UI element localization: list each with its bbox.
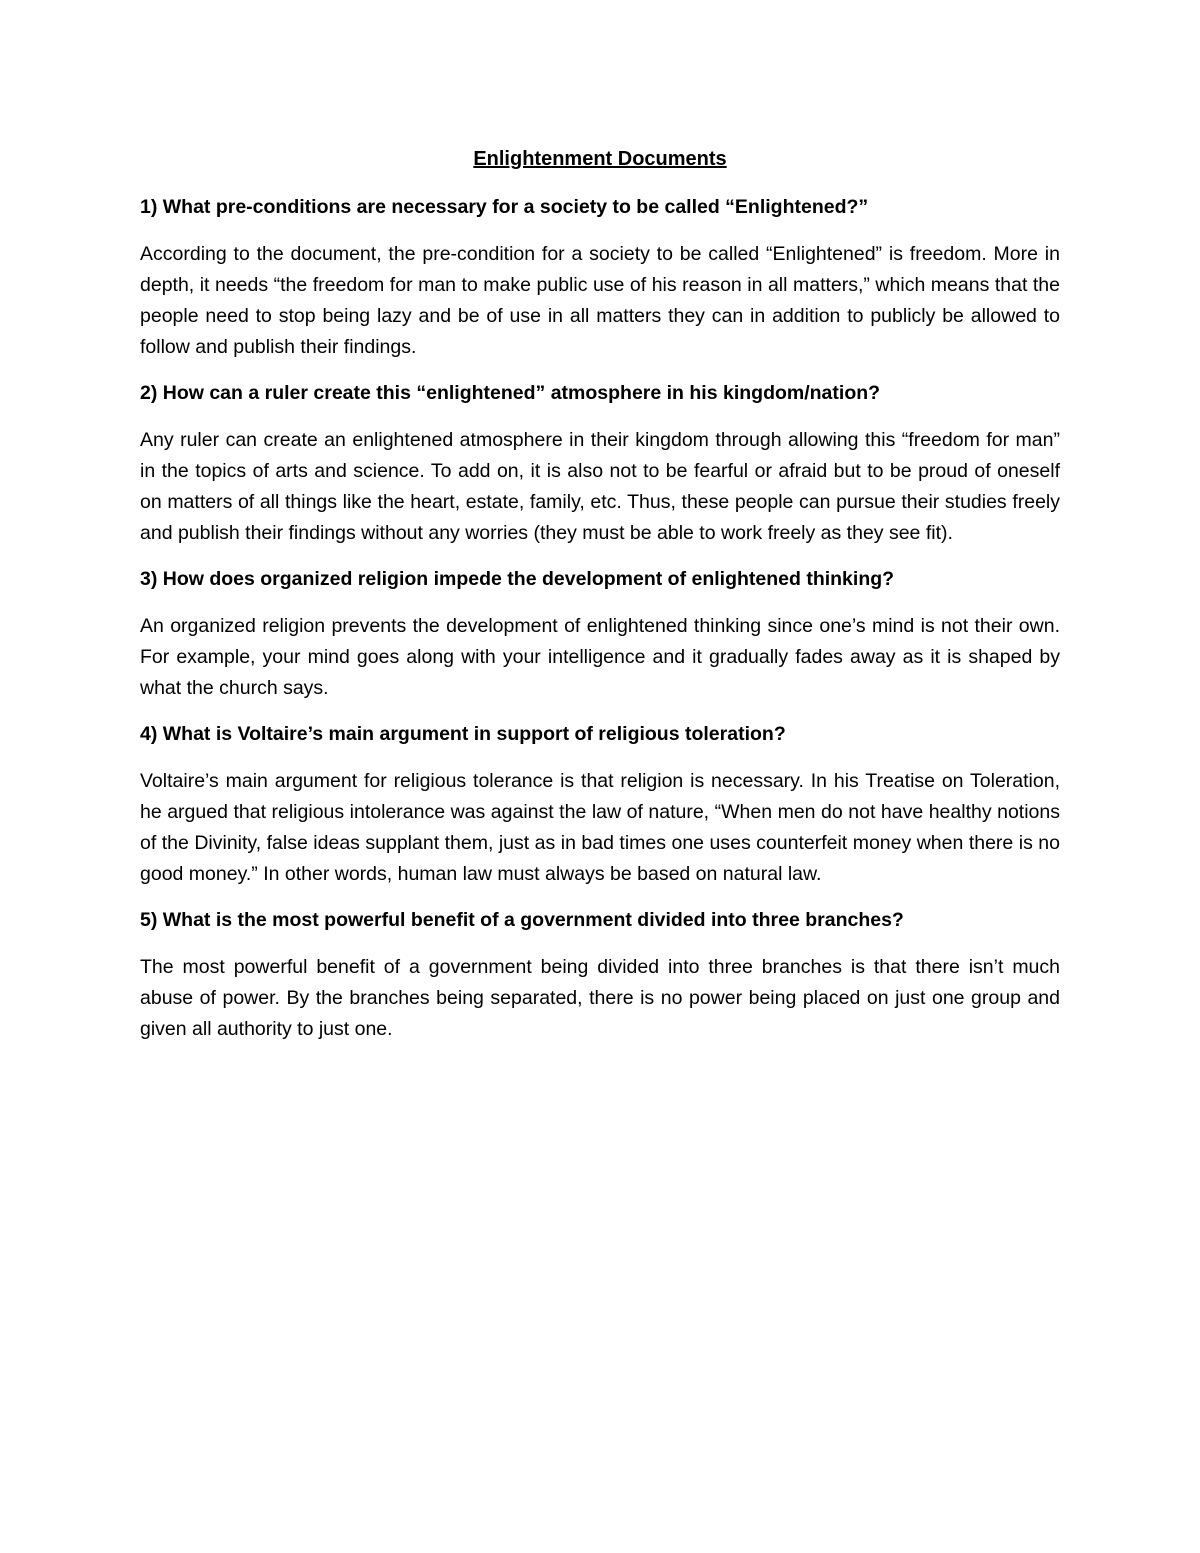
answer-1: According to the document, the pre-condition for a society to be called “Enlightened” is freedom. More in depth, it needs “the freedom for man to make public use of his reason in all matters,” which means that the people need to stop being lazy and be of use in all matters they can in addition to publicly be allowed to follow and publish their findings. [140,243,1060,358]
section-3 [140,565,1060,704]
section-2 [140,379,1060,549]
question-2: 2) How can a ruler create this “enlightened” atmosphere in his kingdom/nation? [140,382,881,404]
document-title: Enlightenment Documents [473,148,727,170]
section-5 [140,906,1060,1045]
question-3: 3) How does organized religion impede the development of enlightened thinking? [140,568,895,590]
question-1: 1) What pre-conditions are necessary for a society to be called “Enlightened?” [140,196,869,218]
answer-3: An organized religion prevents the development of enlightened thinking since one’s mind is not their own. For example, your mind goes along with your intelligence and it gradually fades away as it is shaped by what the church says. [140,615,1060,699]
answer-2: Any ruler can create an enlightened atmosphere in their kingdom through allowing this “freedom for man” in the topics of arts and science. To add on, it is also not to be fearful or afraid but to be proud of oneself on matters of all things like the heart, estate, family, etc. Thus, these people can pursue their studies freely and publish their findings without any worries (they must be able to work freely as they see fit). [140,429,1060,544]
question-4: 4) What is Voltaire’s main argument in support of religious toleration? [140,723,786,745]
answer-5: The most powerful benefit of a government being divided into three branches is that there isn’t much abuse of power. By the branches being separated, there is no power being placed on just one group and given all authority to just one. [140,956,1060,1040]
answer-4: Voltaire’s main argument for religious tolerance is that religion is necessary. In his Treatise on Toleration, he argued that religious intolerance was against the law of nature, “When men do not have healthy notions of the Divinity, false ideas supplant them, just as in bad times one uses counterfeit money when there is no good money.” In other words, human law must always be based on natural law. [140,770,1060,885]
section-4 [140,720,1060,890]
document-page [140,140,1060,1061]
section-1 [140,193,1060,363]
question-5: 5) What is the most powerful benefit of a government divided into three branches? [140,909,904,931]
